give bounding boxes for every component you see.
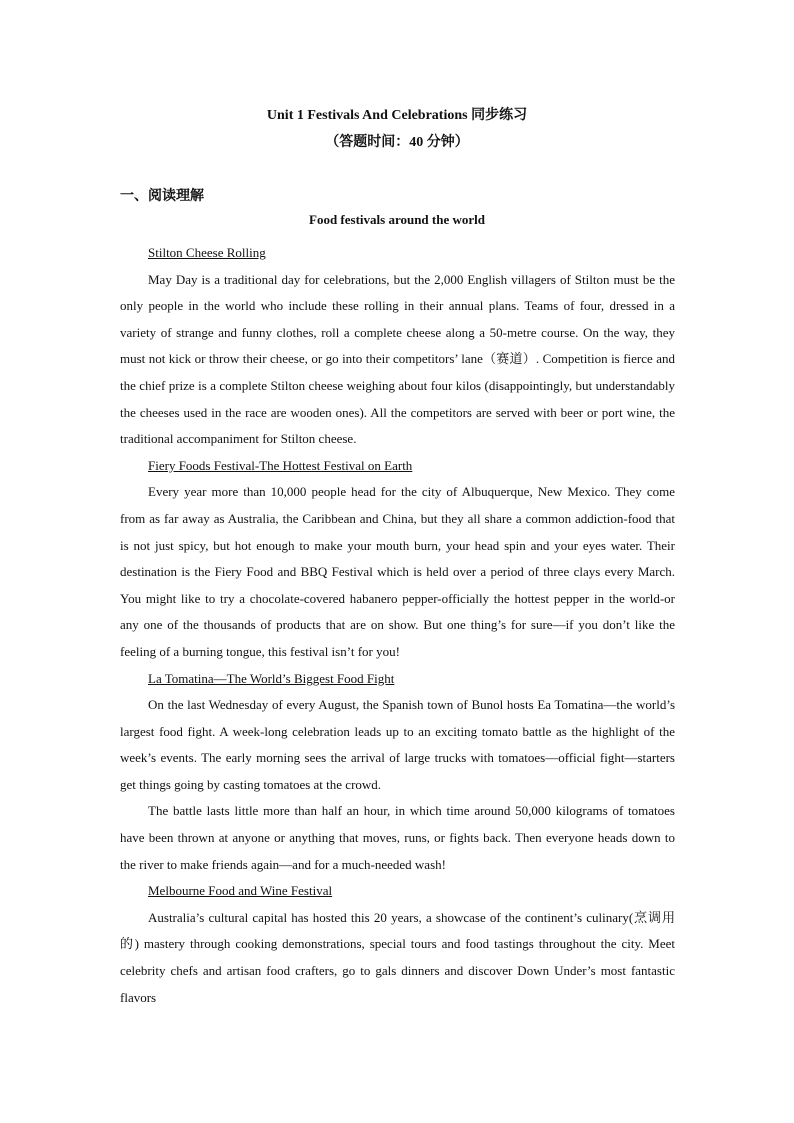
subheading-melbourne: Melbourne Food and Wine Festival <box>148 883 333 899</box>
answer-time-note: （答题时间：40 分钟） <box>325 135 469 150</box>
subheading-fiery-foods: Fiery Foods Festival-The Hottest Festival on Earth <box>148 457 413 473</box>
subheading-stilton: Stilton Cheese Rolling <box>148 245 266 260</box>
paragraph-la-tomatina-1: On the last Wednesday of every August, the Spanish town of Bunol hosts Ea Tomatina—the world’s largest food fight. A week-long celebration leads up to an exciting tomato battle as the highlight of the week’s events. The early morning sees the arrival of large trucks with tomatoes—official fight—starters get things going by casting tomatoes at the crowd. <box>120 697 675 792</box>
section-heading: 一、阅读理解 <box>120 189 204 204</box>
article-body <box>120 240 675 1011</box>
subheading-la-tomatina: La Tomatina—The World’s Biggest Food Fight <box>148 670 395 686</box>
paragraph-fiery-foods: Every year more than 10,000 people head for the city of Albuquerque, New Mexico. They come from as far away as Australia, the Caribbean and China, but they all share a common addiction-food that is not just spicy, but hot enough to make your mouth burn, your head spin and your eyes water. Their destination is the Fiery Food and BBQ Festival which is held over a period of three clays every March. You might like to try a chocolate-covered habanero pepper-officially the hottest pepper in the world-or any one of the thousands of products that are on show. But one thing’s for sure—if you don’t like the feeling of a burning tongue, this festival isn’t for you! <box>120 484 675 659</box>
paragraph-melbourne: Australia’s cultural capital has hosted this 20 years, a showcase of the continent’s culinary(烹调用的) mastery through cooking demonstrations, special tours and food tastings throughout the city. Meet celebrity chefs and artisan food crafters, go to gals dinners and discover Down Under’s most fantastic flavors <box>120 909 675 1005</box>
paragraph-la-tomatina-2: The battle lasts little more than half an hour, in which time around 50,000 kilograms of tomatoes have been thrown at anyone or anything that moves, runs, or fights back. Then everyone heads down to the river to make friends again—and for a much-needed wash! <box>120 803 675 872</box>
article-title: Food festivals around the world <box>309 212 485 227</box>
document-title: Unit 1 Festivals And Celebrations 同步练习 <box>266 108 528 123</box>
paragraph-stilton: May Day is a traditional day for celebrations, but the 2,000 English villagers of Stilton must be the only people in the world who include these rolling in their annual plans. Teams of four, dressed in a variety of strange and funny clothes, roll a complete cheese along a 50-metre course. On the way, they must not kick or throw their cheese, or go into their competitors’ lane（赛道）. Competition is fierce and the chief prize is a complete Stilton cheese weighing about four kilos (disappointingly, but understandably the cheeses used in the race are wooden ones). All the competitors are served with beer or port wine, the traditional accompaniment for Stilton cheese. <box>120 271 675 447</box>
